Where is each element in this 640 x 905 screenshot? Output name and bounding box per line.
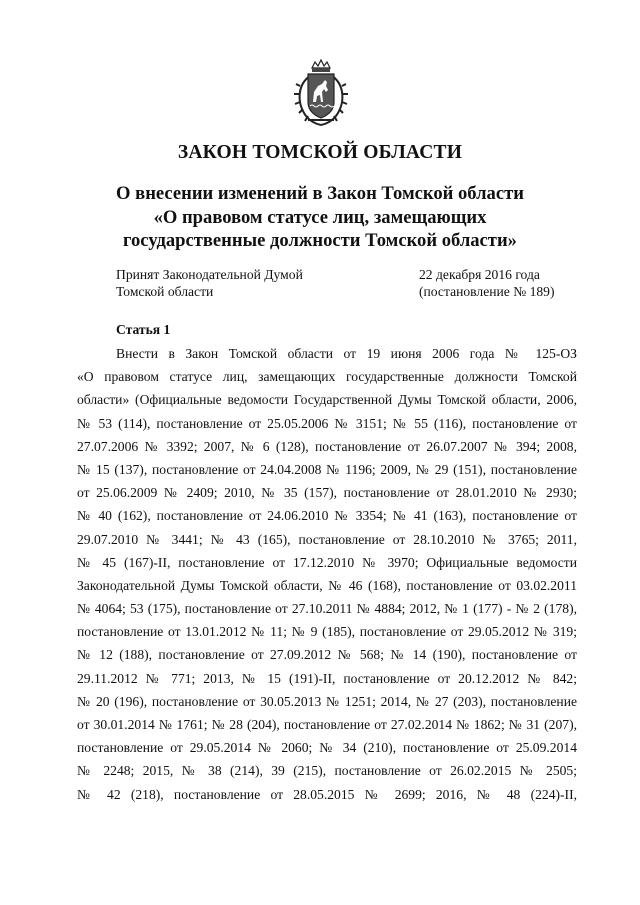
article-line: № 15 (137), постановление от 24.04.2008 № 1196; 2009, № 29 (151), постановление [77,461,577,477]
law-subject-line: «О правовом статусе лиц, замещающих [153,206,487,228]
adopted-by [116,267,303,300]
law-subject-line: О внесении изменений в Закон Томской области [116,183,524,204]
article-line: «О правовом статусе лиц, замещающих государственные должности Томской [77,369,577,385]
article-line: № 40 (162), постановление от 24.06.2010 № 3354; № 41 (163), постановление от [77,508,577,524]
article-line: № 45 (167)-II, постановление от 17.12.2010 № 3970; Официальные ведомости [77,554,577,570]
adopted-by-line: Принят Законодательной Думой [116,267,303,282]
coat-of-arms-icon [292,58,350,128]
article-line: № 12 (188), постановление от 27.09.2012 № 568; № 14 (190), постановление от [77,647,577,663]
article-line: № 20 (196), постановление от 30.05.2013 № 1251; 2014, № 27 (203), постановление [77,693,577,709]
article-line: постановление от 13.01.2012 № 11; № 9 (185), постановление от 29.05.2012 № 319; [77,624,577,640]
adopted-by-line: Томской области [116,283,214,299]
law-title: ЗАКОН ТОМСКОЙ ОБЛАСТИ [177,142,463,163]
article-line: Внести в Закон Томской области от 19 июня 2006 года № 125-ОЗ [116,346,577,361]
law-subject-line: государственные должности Томской области» [123,230,517,251]
article-line: 29.11.2012 № 771; 2013, № 15 (191)-II, постановление от 20.12.2012 № 842; [77,670,577,686]
article-line: от 25.06.2009 № 2409; 2010, № 35 (157), постановление от 28.01.2010 № 2930; [77,485,577,501]
article-line: области» (Официальные ведомости Государственной Думы Томской области, 2006, [77,392,577,408]
article-line: постановление от 29.05.2014 № 2060; № 34 (210), постановление от 25.09.2014 [77,740,577,756]
article-line: 29.07.2010 № 3441; № 43 (165), постановление от 28.10.2010 № 3765; 2011, [77,531,577,547]
adoption-date [419,267,555,300]
article-line: от 30.01.2014 № 1761; № 28 (204), постановление от 27.02.2014 № 1862; № 31 (207), [77,717,577,732]
article-heading: Статья 1 [116,322,171,337]
law-subject [60,182,580,253]
article-line: Законодательной Думы Томской области, № 46 (168), постановление от 03.02.2011 [77,577,577,593]
article-body [77,342,577,806]
article-line: № 42 (218), постановление от 28.05.2015 № 2699; 2016, № 48 (224)-II, [77,786,577,802]
article-line: 27.07.2006 № 3392; 2007, № 6 (128), постановление от 26.07.2007 № 394; 2008, [77,438,577,454]
adoption-date-line: 22 декабря 2016 года [419,267,540,282]
article-line: № 2248; 2015, № 38 (214), 39 (215), постановление от 26.02.2015 № 2505; [77,763,577,779]
article-line: № 4064; 53 (175), постановление от 27.10.2011 № 4884; 2012, № 1 (177) - № 2 (178), [77,601,577,617]
resolution-number: (постановление № 189) [419,283,555,299]
article-line: № 53 (114), постановление от 25.05.2006 № 3151; № 55 (116), постановление от [77,415,577,431]
